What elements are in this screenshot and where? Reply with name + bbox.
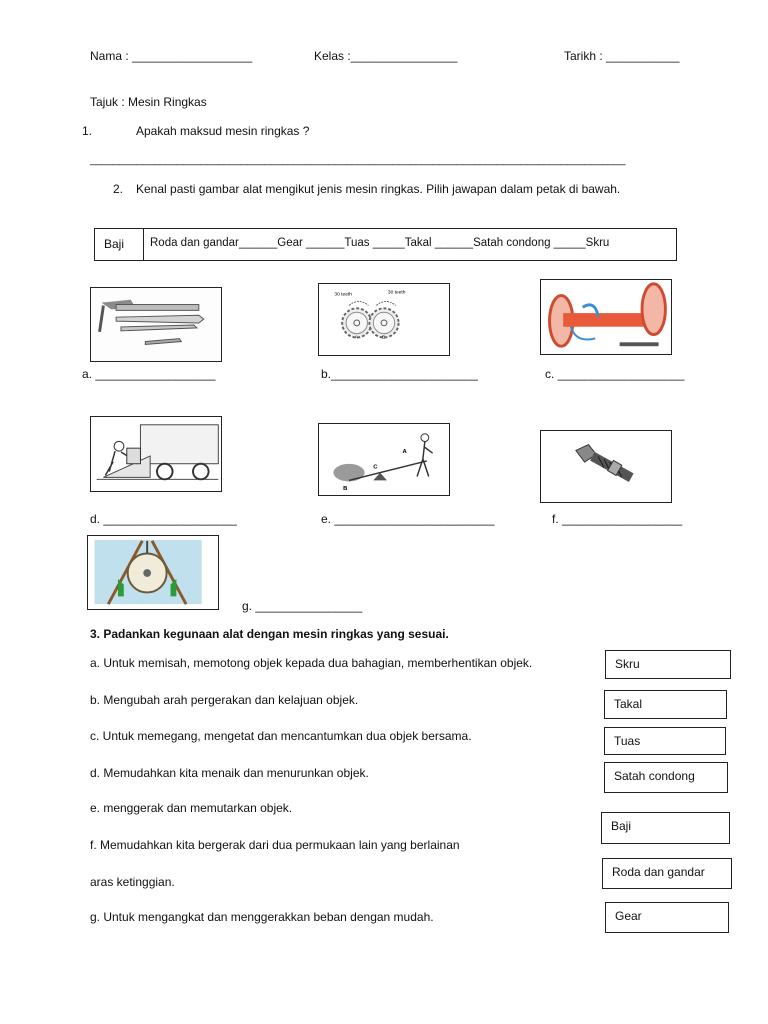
answer-box-baji[interactable] — [601, 812, 730, 844]
answer-label: Takal — [614, 697, 643, 711]
gear-b-label: B — [382, 335, 386, 341]
blank-g[interactable]: g. ________________ — [242, 599, 363, 613]
q1-number: 1. — [82, 124, 93, 138]
q3-statement-d: d. Memudahkan kita menaik dan menurunkan objek. — [90, 766, 369, 780]
q2-text: Kenal pasti gambar alat mengikut jenis mesin ringkas. Pilih jawapan dalam petak di bawah. — [136, 182, 621, 196]
word-bank-divider — [143, 229, 144, 260]
q3-heading: 3. Padankan kegunaan alat dengan mesin ringkas yang sesuai. — [90, 627, 449, 641]
blank-d[interactable]: d. ____________________ — [90, 512, 237, 526]
answer-box-roda-dan-gandar[interactable] — [602, 858, 732, 889]
word-bank-first: Baji — [104, 237, 125, 251]
date-field[interactable]: Tarikh : ___________ — [564, 49, 680, 63]
word-bank — [94, 228, 677, 261]
blank-e[interactable]: e. ________________________ — [321, 512, 495, 526]
image-gears — [318, 283, 450, 356]
gear-a-label: A — [354, 335, 359, 341]
blank-f[interactable]: f. __________________ — [552, 512, 683, 526]
answer-box-takal[interactable] — [604, 690, 727, 719]
lever-b-label: B — [343, 486, 348, 493]
lever-c-label: C — [373, 464, 378, 471]
answer-box-tuas[interactable] — [604, 727, 726, 755]
class-field[interactable]: Kelas :________________ — [314, 49, 458, 63]
answer-box-satah-condong[interactable] — [604, 762, 728, 793]
q3-statement-g: g. Untuk mengangkat dan menggerakkan beban dengan mudah. — [90, 910, 434, 924]
q2-number: 2. — [113, 182, 124, 196]
q1-answer-line[interactable]: ____________________________________________________________________________________________ — [90, 154, 626, 166]
blank-a[interactable]: a. __________________ — [82, 367, 216, 381]
blank-b[interactable]: b.______________________ — [321, 367, 478, 381]
answer-label: Gear — [615, 909, 642, 923]
q3-statement-f: f. Memudahkan kita bergerak dari dua permukaan lain yang berlainan — [90, 838, 460, 852]
answer-label: Baji — [611, 819, 632, 833]
name-field[interactable]: Nama : __________________ — [90, 49, 253, 63]
image-screw — [540, 430, 672, 503]
q3-statement-b: b. Mengubah arah pergerakan dan kelajuan objek. — [90, 693, 359, 707]
answer-label: Skru — [615, 657, 640, 671]
lever-a-label: A — [402, 449, 407, 456]
image-pulley — [87, 535, 219, 610]
word-bank-items: Roda dan gandar______Gear ______Tuas _____Takal ______Satah condong _____Skru — [150, 237, 610, 249]
q1-text: Apakah maksud mesin ringkas ? — [136, 124, 310, 138]
q3-statement-f-cont: aras ketinggian. — [90, 875, 175, 889]
image-wedge-tools — [90, 287, 222, 362]
answer-label: Roda dan gandar — [612, 865, 705, 879]
q3-statement-a: a. Untuk memisah, memotong objek kepada dua bahagian, memberhentikan objek. — [90, 656, 533, 670]
answer-box-skru[interactable] — [605, 650, 731, 679]
q3-statement-c: c. Untuk memegang, mengetat dan mencantumkan dua objek bersama. — [90, 729, 472, 743]
image-inclined-plane — [90, 416, 222, 492]
answer-label: Tuas — [614, 734, 641, 748]
page-title: Tajuk : Mesin Ringkas — [90, 95, 207, 109]
blank-c[interactable]: c. ___________________ — [545, 367, 685, 381]
answer-box-gear[interactable] — [605, 902, 729, 933]
gear-teeth-right-label: 30 teeth — [387, 290, 406, 296]
image-wheel-axle — [540, 279, 672, 355]
answer-label: Satah condong — [614, 769, 695, 783]
q3-statement-e: e. menggerak dan memutarkan objek. — [90, 801, 293, 815]
gear-teeth-left-label: 30 teeth — [334, 292, 352, 298]
image-lever — [318, 423, 450, 496]
